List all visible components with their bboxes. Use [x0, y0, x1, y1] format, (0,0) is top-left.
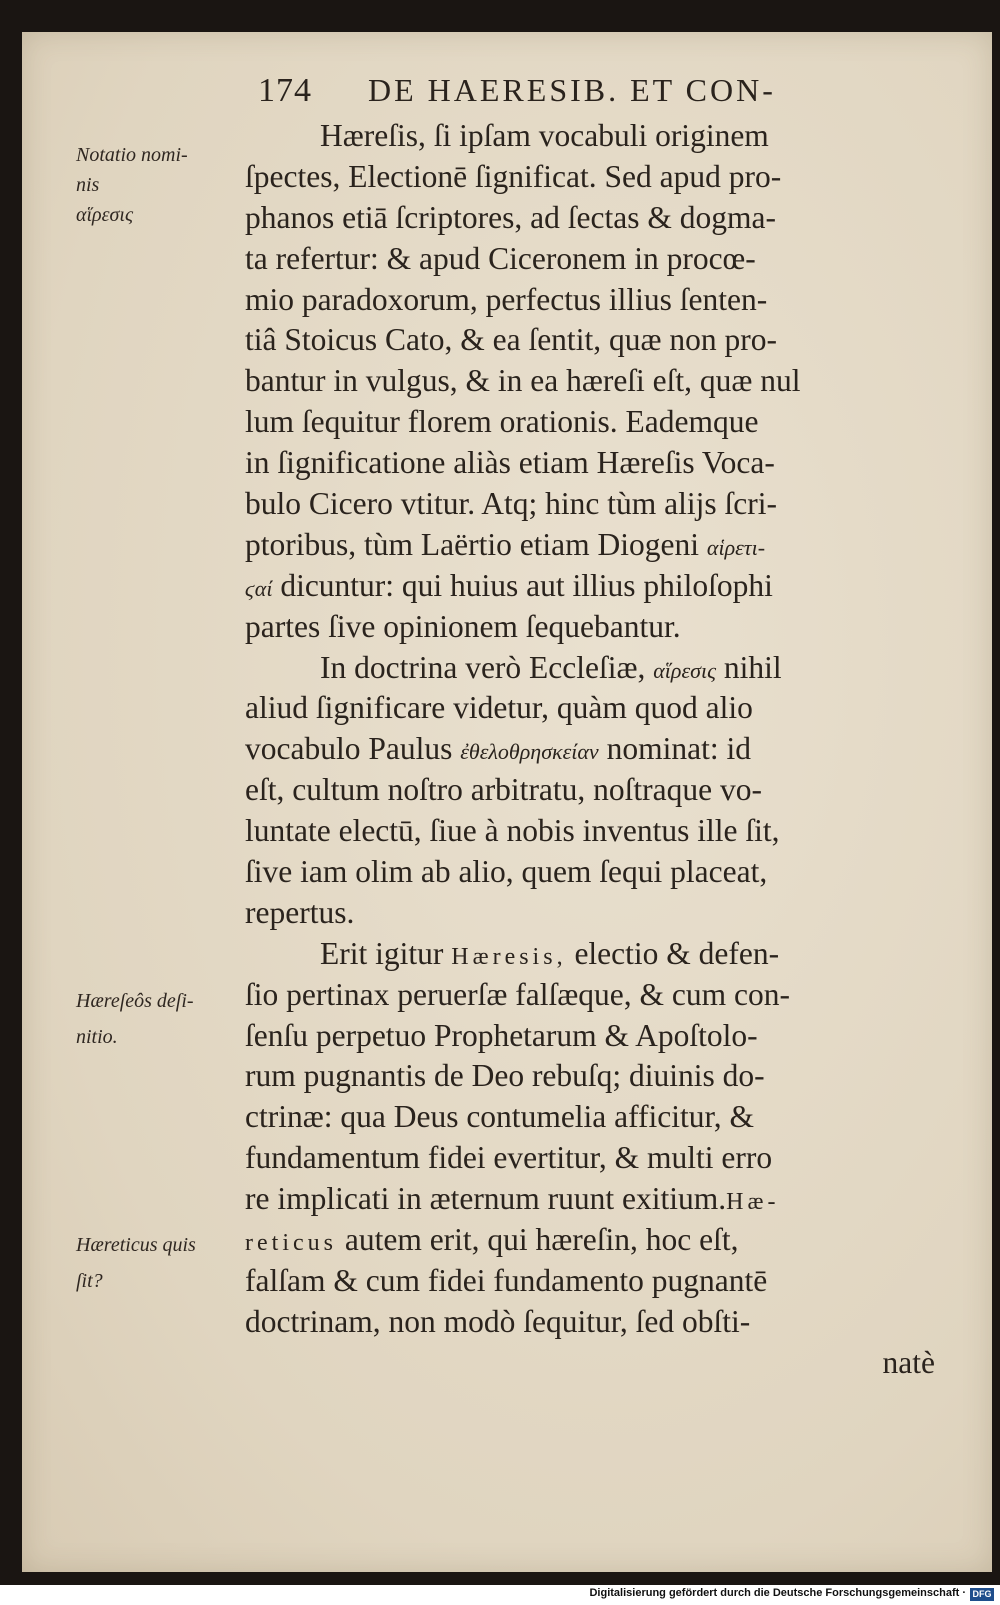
text-line: ſenſu perpetuo Prophetarum & Apoſtolo-: [245, 1017, 758, 1053]
text-line: ſpectes, Electionē ſignificat. Sed apud pro-: [245, 158, 782, 194]
small-caps-word: Hæ-: [726, 1189, 780, 1216]
text-line: partes ſive opinionem ſequebantur.: [245, 608, 681, 644]
text-line: falſam & cum fidei fundamento pugnantē: [245, 1262, 768, 1298]
body-text: [245, 116, 935, 1384]
text-line: aliud ſignificare videtur, quàm quod alio: [245, 690, 753, 726]
greek-word: αἵρεσις: [653, 657, 717, 683]
text-line: ta refertur: & apud Ciceronem in procœ-: [245, 240, 756, 276]
text-line: bantur in vulgus, & in ea hæreſi eſt, quæ nul: [245, 363, 801, 399]
text-line: ptoribus, tùm Laërtio etiam Diogeni αἱρετι-: [245, 526, 766, 562]
text-line: tiâ Stoicus Cato, & ea ſentit, quæ non pro-: [245, 322, 777, 358]
small-caps-word: reticus: [245, 1230, 337, 1257]
text-line: In doctrina verò Eccleſiæ, αἵρεσις nihil: [320, 649, 782, 685]
text-line: re implicati in æternum ruunt exitium.Hæ-: [245, 1181, 780, 1217]
text-line: rum pugnantis de Deo rebuſq; diuinis do-: [245, 1058, 765, 1094]
text-line: ctrinæ: qua Deus contumelia afficitur, &: [245, 1099, 755, 1135]
greek-word: αἱρετι-: [706, 534, 766, 560]
text-line: ſive iam olim ab alio, quem ſequi placeat,: [245, 854, 768, 890]
text-line: ſio pertinax peruerſæ falſæque, & cum con-: [245, 976, 790, 1012]
footer-credit: Digitalisierung gefördert durch die Deutsche Forschungsgemeinschaft ·: [589, 1587, 966, 1599]
text-line: mio paradoxorum, perfectus illius ſenten-: [245, 281, 768, 317]
text-line: reticus autem erit, qui hæreſin, hoc eſt,: [245, 1222, 739, 1258]
text-line: bulo Cicero vtitur. Atq; hinc tùm alijs ſcri-: [245, 486, 777, 522]
page-number: 174: [258, 72, 312, 109]
footer-bar: [0, 1585, 1000, 1605]
page-header: [258, 72, 858, 116]
text-line: phanos etiā ſcriptores, ad ſectas & dogma-: [245, 199, 776, 235]
text-line: doctrinam, non modò ſequitur, ſed obſti-: [245, 1303, 751, 1339]
margin-note-definitio: Hæreſeôs deſi- nitio.: [76, 990, 194, 1048]
text-line: lum ſequitur florem orationis. Eademque: [245, 404, 759, 440]
catchword: natè: [882, 1344, 935, 1380]
margin-note-haereticus: Hæreticus quis ſit?: [76, 1234, 196, 1292]
small-caps-word: Hæresis,: [451, 943, 567, 970]
text-line: vocabulo Paulus ἐθελοθρησκείαν nominat: id: [245, 731, 751, 767]
text-line: luntate electū, ſiue à nobis inventus ille ſit,: [245, 813, 780, 849]
margin-note-notatio: Notatio nomi- nis αἵρεσις: [76, 144, 188, 226]
running-head: DE HAERESIB. ET CON-: [368, 72, 776, 108]
text-line: ϛαί dicuntur: qui huius aut illius philoſophi: [245, 567, 773, 603]
text-line: Hæreſis, ſi ipſam vocabuli originem: [320, 118, 769, 153]
text-line: eſt, cultum noſtro arbitratu, noſtraque vo-: [245, 772, 762, 808]
text-line: in ſignificatione aliàs etiam Hæreſis Voca-: [245, 445, 775, 481]
greek-word: ἐθελοθρησκείαν: [460, 739, 599, 765]
text-line: fundamentum fidei evertitur, & multi erro: [245, 1140, 773, 1176]
text-line: repertus.: [245, 894, 355, 930]
dfg-logo: DFG: [970, 1588, 994, 1601]
greek-word: ϛαί: [245, 575, 273, 601]
text-line: Erit igitur Hæresis, electio & defen-: [320, 935, 780, 971]
